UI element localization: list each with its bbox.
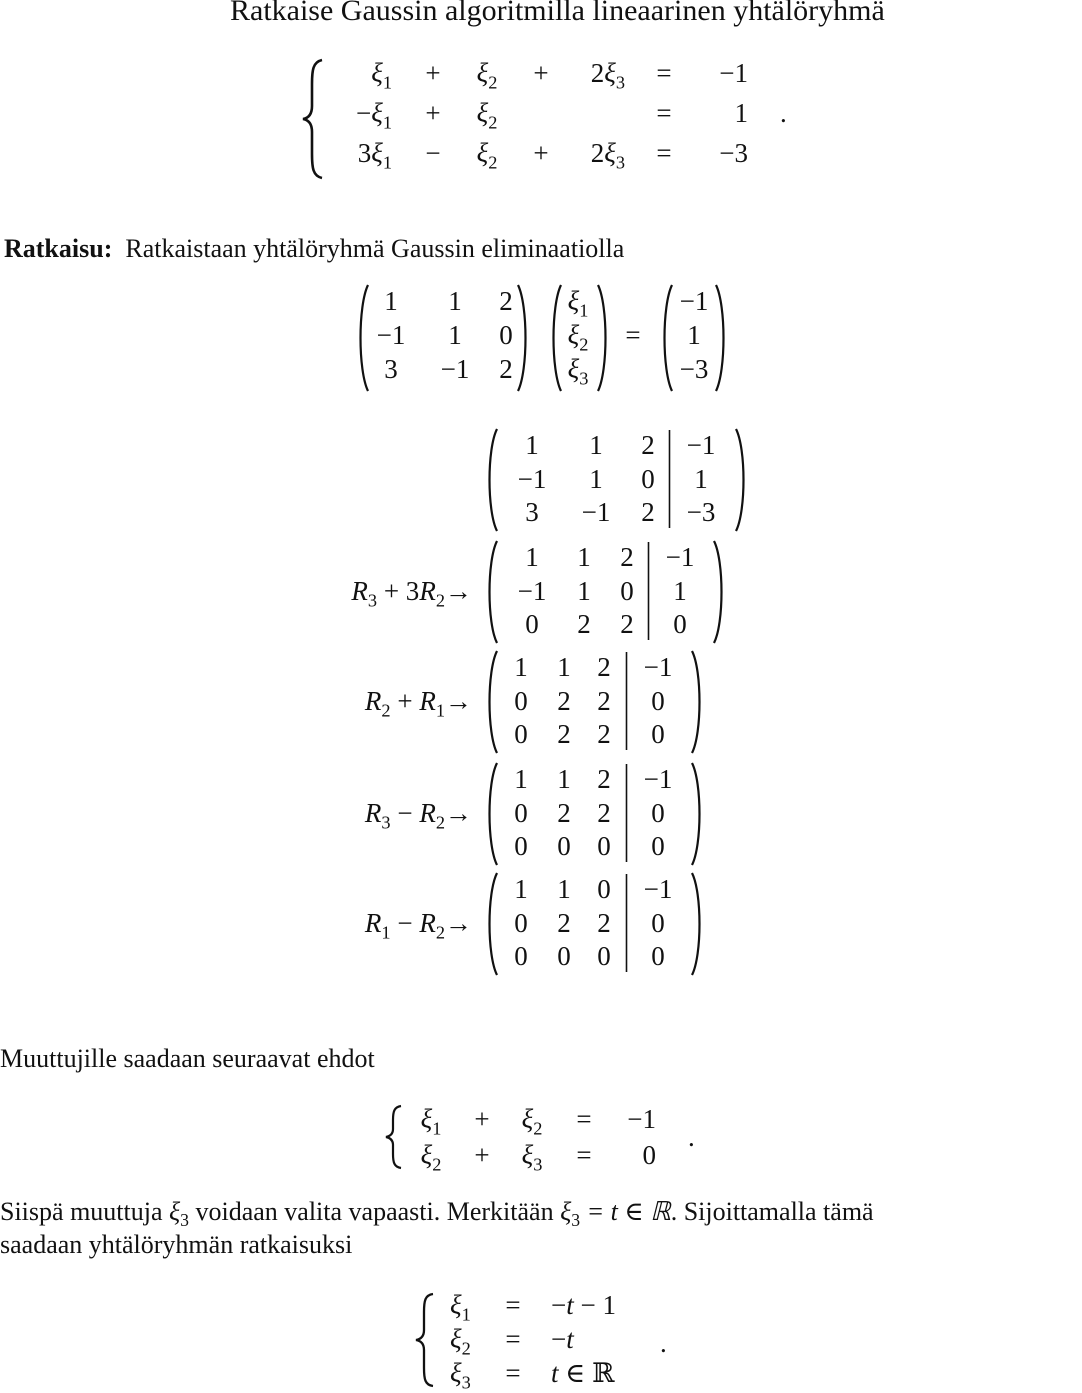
system-term: $\xi_2$ <box>476 58 498 93</box>
matrix-entry: 2 <box>620 542 634 572</box>
system-term: + <box>425 58 441 88</box>
matrix-entry: 0 <box>597 831 611 861</box>
matrix-entry: 2 <box>597 652 611 682</box>
system-term: = <box>656 58 672 88</box>
solution-intro: Ratkaistaan yhtälöryhmä Gaussin eliminaatiolla <box>125 234 625 263</box>
rhs-entry: −1 <box>643 652 673 682</box>
system-term: $3\xi_1$ <box>357 138 392 173</box>
rhs-entry: −1 <box>686 430 716 460</box>
rhs-entry: 0 <box>651 686 665 716</box>
matrix-entry: 0 <box>514 941 528 971</box>
matrix-entry: 2 <box>597 686 611 716</box>
paren-left <box>485 650 499 754</box>
system-term: $2\xi_3$ <box>590 58 625 93</box>
rhs-entry: 0 <box>673 609 687 639</box>
paren-right <box>714 284 728 392</box>
rhs-entry: −1 <box>643 764 673 794</box>
conditions-text: Muuttujille saadaan seuraavat ehdot <box>0 1044 375 1073</box>
matrix-equation <box>0 280 1082 400</box>
rhs-entry: 1 <box>673 576 687 606</box>
free-expr: $\xi_3 = t$ ∈ ℝ <box>560 1197 671 1231</box>
matrix-entry: 2 <box>499 286 513 316</box>
matrix-entry: 0 <box>514 686 528 716</box>
matrix-entry: 0 <box>514 719 528 749</box>
augment-bar <box>625 874 628 972</box>
rhs-entry: 0 <box>651 719 665 749</box>
condition-term: $\xi_2$ <box>420 1140 442 1175</box>
matrix-entry: −1 <box>376 320 406 350</box>
free-variable-line1 <box>0 1197 874 1231</box>
system-term: 1 <box>734 98 748 128</box>
solution-var: $\xi_1$ <box>450 1290 471 1325</box>
vector-entry: $\xi_3$ <box>567 354 589 389</box>
solution-label: Ratkaisu: <box>4 234 113 263</box>
final-solution <box>0 1290 1082 1393</box>
matrix-entry: 2 <box>641 497 655 527</box>
free-variable-line2: saadaan yhtälöryhmän ratkaisuksi <box>0 1230 353 1259</box>
system-term: $\xi_2$ <box>476 138 498 173</box>
paren-left <box>485 762 499 866</box>
system-term: − <box>425 138 441 168</box>
system-term: = <box>656 98 672 128</box>
matrix-entry: 0 <box>597 874 611 904</box>
condition-term: = <box>576 1104 592 1134</box>
matrix-entry: 1 <box>557 764 571 794</box>
augment-bar <box>625 652 628 750</box>
condition-term: $\xi_3$ <box>521 1140 543 1175</box>
final-brace <box>414 1292 436 1388</box>
matrix-entry: 2 <box>620 609 634 639</box>
matrix-entry: 2 <box>597 908 611 938</box>
matrix-entry: 3 <box>525 497 539 527</box>
problem-system <box>0 0 1082 190</box>
condition-term: 0 <box>642 1140 656 1170</box>
system-term: + <box>425 98 441 128</box>
free-text-b: voidaan valita vapaasti. Merkitään <box>188 1197 561 1226</box>
row-operation: $R_2 + R_1\to$ <box>364 686 472 721</box>
matrix-entry: 2 <box>597 719 611 749</box>
matrix-entry: 2 <box>597 764 611 794</box>
solution-line <box>4 234 624 264</box>
matrix-entry: 1 <box>514 874 528 904</box>
rhs-entry: 0 <box>651 908 665 938</box>
matrix-entry: −1 <box>581 497 611 527</box>
row-operation: $R_3 - R_2\to$ <box>364 798 472 833</box>
matrix-entry: 1 <box>525 430 539 460</box>
system-term: + <box>533 58 549 88</box>
rhs-entry: 0 <box>651 941 665 971</box>
rhs-entry: 0 <box>651 798 665 828</box>
matrix-entry: 2 <box>641 430 655 460</box>
matrix-entry: 0 <box>597 941 611 971</box>
matrix-entry: 1 <box>514 652 528 682</box>
solution-value: t ∈ ℝ <box>551 1358 615 1388</box>
final-period: . <box>660 1328 667 1358</box>
paren-right <box>734 428 748 532</box>
paren-right <box>596 284 610 392</box>
paren-right <box>712 540 726 644</box>
elimination-steps <box>0 420 1082 990</box>
matrix-entry: 1 <box>577 542 591 572</box>
matrix-entry: 3 <box>384 354 398 384</box>
conditions-brace <box>384 1104 404 1170</box>
matrix-entry: 2 <box>499 354 513 384</box>
equals-sign: = <box>505 1324 521 1354</box>
condition-term: −1 <box>627 1104 656 1134</box>
rhs-entry: −1 <box>643 874 673 904</box>
equals-sign: = <box>625 320 641 350</box>
matrix-entry: 0 <box>557 831 571 861</box>
vector-entry: 1 <box>687 320 701 350</box>
rhs-entry: −1 <box>665 542 695 572</box>
matrix-entry: 1 <box>448 320 462 350</box>
matrix-entry: 1 <box>589 464 603 494</box>
system-term: + <box>533 138 549 168</box>
matrix-entry: −1 <box>517 464 547 494</box>
matrix-entry: 2 <box>557 686 571 716</box>
matrix-entry: 0 <box>514 908 528 938</box>
matrix-entry: −1 <box>440 354 470 384</box>
paren-right <box>516 284 530 392</box>
paren-left <box>485 540 499 644</box>
matrix-entry: 0 <box>499 320 513 350</box>
system-term: = <box>656 138 672 168</box>
paren-left <box>485 428 499 532</box>
matrix-entry: 1 <box>557 652 571 682</box>
matrix-entry: 1 <box>525 542 539 572</box>
system-term: $-\xi_1$ <box>356 98 392 133</box>
matrix-entry: 1 <box>557 874 571 904</box>
matrix-entry: 2 <box>597 798 611 828</box>
system-term: $\xi_1$ <box>371 58 392 93</box>
matrix-entry: 0 <box>514 831 528 861</box>
conditions-period: . <box>688 1122 695 1152</box>
row-operation: $R_3 + 3R_2\to$ <box>351 576 472 611</box>
system-term: $\xi_2$ <box>476 98 498 133</box>
equals-sign: = <box>505 1290 521 1320</box>
solution-value: −t − 1 <box>551 1290 616 1320</box>
system-term: $2\xi_3$ <box>590 138 625 173</box>
condition-term: $\xi_1$ <box>420 1104 442 1139</box>
system-period: . <box>780 98 787 128</box>
system-term: −3 <box>719 138 748 168</box>
system-term: −1 <box>719 58 748 88</box>
matrix-entry: 1 <box>514 764 528 794</box>
condition-term: + <box>474 1104 490 1134</box>
free-text-a: Siispä muuttuja <box>0 1197 169 1226</box>
system-brace-left <box>300 58 326 180</box>
matrix-entry: 1 <box>384 286 398 316</box>
matrix-entry: 1 <box>448 286 462 316</box>
rhs-entry: 1 <box>694 464 708 494</box>
augment-bar <box>647 542 650 640</box>
free-var: $\xi_3$ <box>169 1197 189 1231</box>
matrix-entry: 0 <box>557 941 571 971</box>
matrix-entry: 2 <box>557 798 571 828</box>
vector-entry: $\xi_1$ <box>567 286 589 321</box>
solution-value: −t <box>551 1324 574 1354</box>
condition-term: = <box>576 1140 592 1170</box>
matrix-entry: 2 <box>577 609 591 639</box>
matrix-entry: −1 <box>517 576 547 606</box>
paren-right <box>690 762 704 866</box>
matrix-entry: 1 <box>577 576 591 606</box>
row-operation: $R_1 - R_2\to$ <box>364 908 472 943</box>
solution-var: $\xi_3$ <box>450 1358 471 1393</box>
matrix-entry: 0 <box>514 798 528 828</box>
augment-bar <box>668 430 671 528</box>
rhs-entry: 0 <box>651 831 665 861</box>
paren-left <box>485 872 499 976</box>
augment-bar <box>625 764 628 862</box>
condition-term: $\xi_2$ <box>521 1104 543 1139</box>
equals-sign: = <box>505 1358 521 1388</box>
matrix-entry: 0 <box>641 464 655 494</box>
problem-title: Ratkaise Gaussin algoritmilla lineaarinen yhtälöryhmä <box>230 0 885 27</box>
condition-term: + <box>474 1140 490 1170</box>
solution-var: $\xi_2$ <box>450 1324 471 1359</box>
free-text-c: . Sijoittamalla tämä <box>670 1197 874 1226</box>
conditions-system <box>0 1100 1082 1180</box>
vector-entry: −3 <box>679 354 709 384</box>
vector-entry: −1 <box>679 286 709 316</box>
matrix-entry: 2 <box>557 908 571 938</box>
matrix-entry: 1 <box>589 430 603 460</box>
matrix-entry: 0 <box>620 576 634 606</box>
paren-right <box>690 650 704 754</box>
vector-entry: $\xi_2$ <box>567 320 589 355</box>
paren-left <box>356 284 370 392</box>
matrix-entry: 0 <box>525 609 539 639</box>
paren-left <box>549 284 563 392</box>
matrix-entry: 2 <box>557 719 571 749</box>
rhs-entry: −3 <box>686 497 716 527</box>
paren-left <box>660 284 674 392</box>
paren-right <box>690 872 704 976</box>
